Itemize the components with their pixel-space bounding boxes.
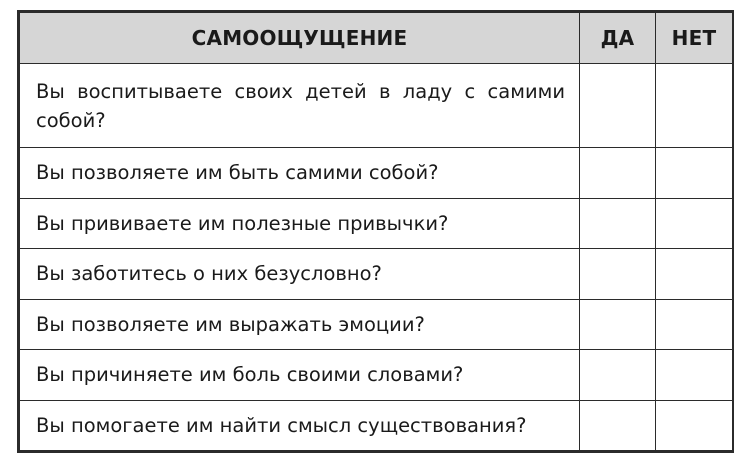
question-text: Вы помогаете им найти смысл существования? [20,400,580,451]
question-text: Вы воспитываете своих детей в ладу с самими собой? [20,64,580,148]
question-text: Вы заботитесь о них безусловно? [20,249,580,300]
header-no: НЕТ [656,13,733,64]
table-row [20,64,733,148]
table-row [20,148,733,199]
yes-checkbox[interactable] [580,249,656,300]
no-checkbox[interactable] [656,198,733,249]
table-row [20,198,733,249]
question-text: Вы причиняете им боль своими словами? [20,350,580,401]
question-text: Вы позволяете им выражать эмоции? [20,299,580,350]
question-text: Вы позволяете им быть самими собой? [20,148,580,199]
header-row [20,13,733,64]
yes-checkbox[interactable] [580,64,656,148]
yes-checkbox[interactable] [580,400,656,451]
no-checkbox[interactable] [656,299,733,350]
no-checkbox[interactable] [656,400,733,451]
no-checkbox[interactable] [656,249,733,300]
self-perception-checklist [17,10,734,453]
checklist-table [19,12,733,451]
table-row [20,350,733,401]
table-row [20,400,733,451]
yes-checkbox[interactable] [580,198,656,249]
table-row [20,299,733,350]
no-checkbox[interactable] [656,350,733,401]
table-row [20,249,733,300]
header-topic: САМООЩУЩЕНИЕ [20,13,580,64]
no-checkbox[interactable] [656,148,733,199]
yes-checkbox[interactable] [580,350,656,401]
header-yes: ДА [580,13,656,64]
question-text: Вы прививаете им полезные привычки? [20,198,580,249]
yes-checkbox[interactable] [580,148,656,199]
yes-checkbox[interactable] [580,299,656,350]
no-checkbox[interactable] [656,64,733,148]
